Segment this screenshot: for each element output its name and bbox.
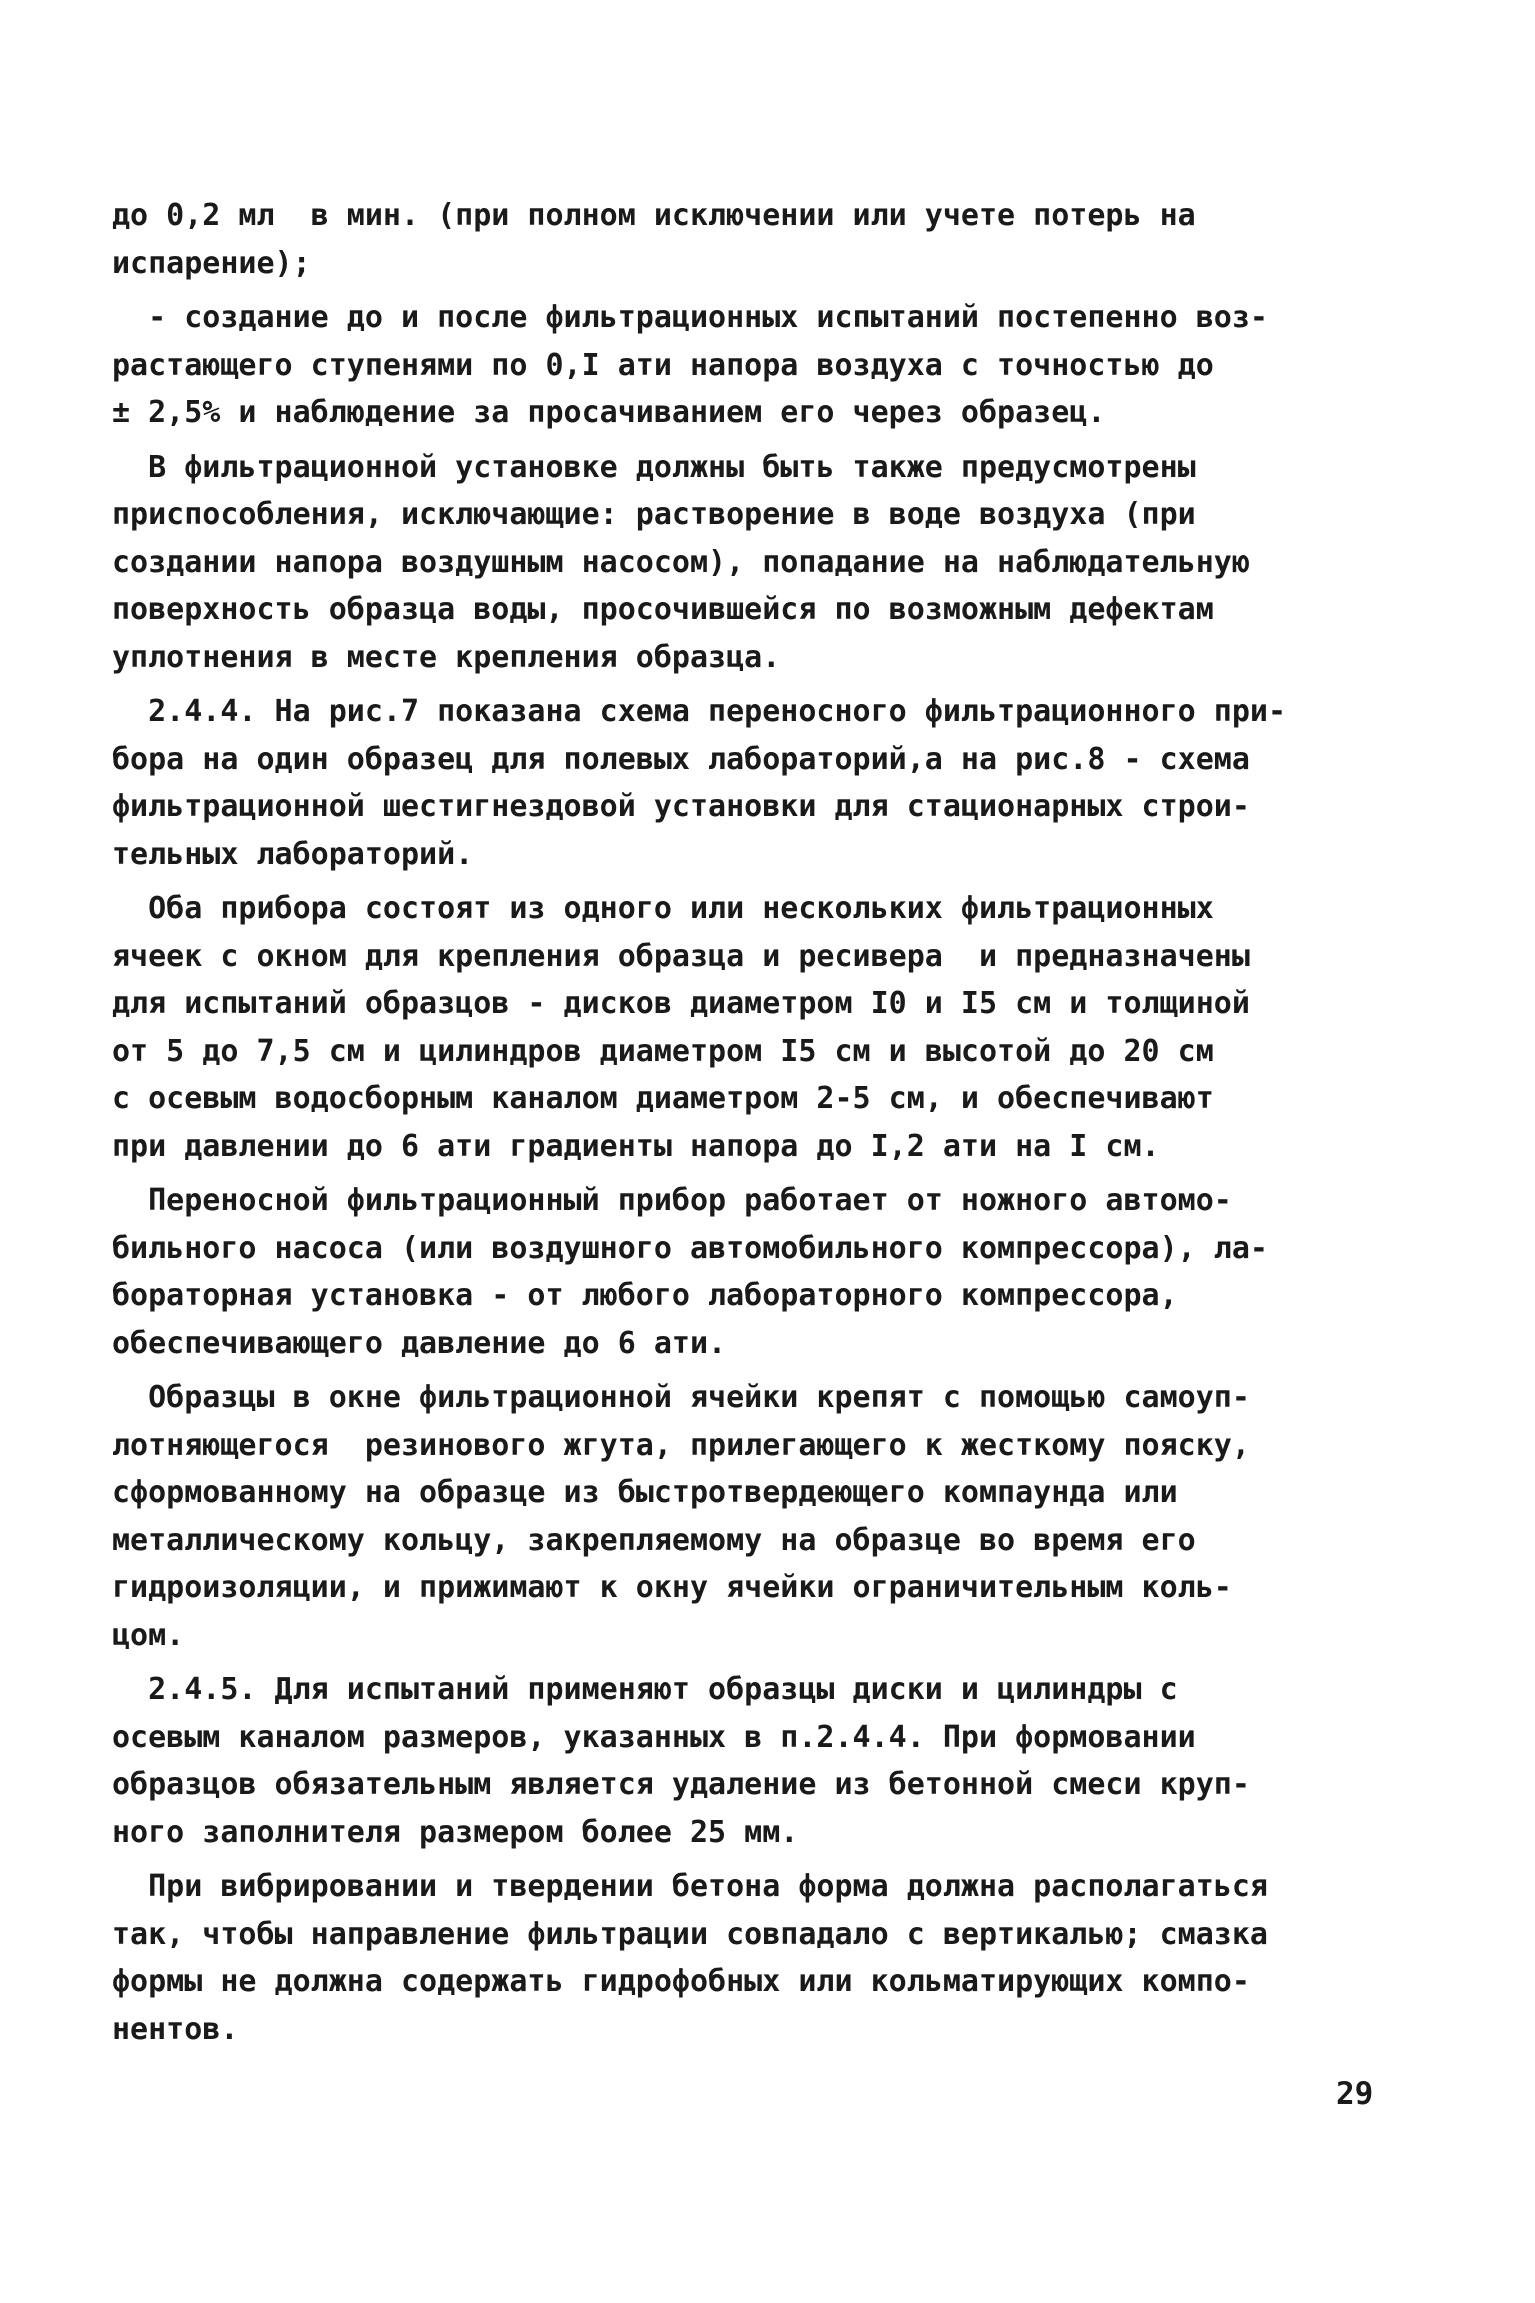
text-line: бораторная установка - от любого лабораторного компрессора,: [112, 1278, 1178, 1313]
paragraph-7: [112, 1374, 1402, 1659]
paragraph-5: [112, 885, 1402, 1170]
text-line: растающего ступенями по 0,I ати напора воздуха с точностью до: [112, 347, 1214, 383]
text-line: приспособления, исключающие: растворение в воде воздуха (при: [112, 497, 1196, 532]
text-line: осевым каналом размеров, указанных в п.2.4.4. При формовании: [112, 1719, 1196, 1755]
text-line: ячеек с окном для крепления образца и ресивера и предназначены: [112, 938, 1250, 974]
paragraph-9: [112, 1863, 1402, 2053]
text-line: образцов обязательным является удаление из бетонной смеси круп-: [112, 1767, 1250, 1802]
paragraph-section-2-4-4: [112, 688, 1402, 878]
text-line: испарение);: [112, 245, 311, 281]
text-line: цом.: [112, 1617, 185, 1653]
body-text: [112, 192, 1402, 2060]
text-line: ного заполнителя размером более 25 мм.: [112, 1814, 799, 1850]
text-line: с осевым водосборным каналом диаметром 2-5 см, и обеспечивают: [112, 1081, 1214, 1116]
text-line: гидроизоляции, и прижимают к окну ячейки ограничительным коль-: [112, 1570, 1232, 1605]
text-line: от 5 до 7,5 см и цилиндров диаметром I5 см и высотой до 20 см: [112, 1033, 1214, 1069]
text-line: формы не должна содержать гидрофобных или кольматирующих компо-: [112, 1964, 1250, 1999]
text-line: бора на один образец для полевых лабораторий,а на рис.8 - схема: [112, 741, 1250, 777]
text-line: фильтрационной шестигнездовой установки для стационарных строи-: [112, 789, 1250, 824]
paragraph-6: [112, 1177, 1402, 1367]
text-line: уплотнения в месте крепления образца.: [112, 639, 781, 675]
text-line: Образцы в окне фильтрационной ячейки крепят с помощью самоуп-: [112, 1380, 1250, 1415]
text-line: бильного насоса (или воздушного автомобильного компрессора), ла-: [112, 1230, 1268, 1266]
text-line: ± 2,5% и наблюдение за просачиванием его через образец.: [112, 395, 1106, 430]
text-line: - создание до и после фильтрационных испытаний постепенно воз-: [112, 300, 1268, 335]
text-line: сформованному на образце из быстротвердеющего компаунда или: [112, 1475, 1178, 1510]
paragraph-2: [112, 294, 1402, 437]
text-line: металлическому кольцу, закрепляемому на образце во время его: [112, 1522, 1196, 1558]
text-line: При вибрировании и твердении бетона форма должна располагаться: [112, 1869, 1268, 1904]
text-line: поверхность образца воды, просочившейся по возможным дефектам: [112, 592, 1214, 627]
text-line: при давлении до 6 ати градиенты напора до I,2 ати на I см.: [112, 1128, 1160, 1164]
text-line: 2.4.5. Для испытаний применяют образцы диски и цилиндры с: [112, 1672, 1178, 1707]
text-line: так, чтобы направление фильтрации совпадало с вертикалью; смазка: [112, 1916, 1268, 1952]
text-line: для испытаний образцов - дисков диаметром I0 и I5 см и толщиной: [112, 986, 1250, 1021]
text-line: В фильтрационной установке должны быть также предусмотрены: [112, 449, 1196, 485]
text-line: Оба прибора состоят из одного или нескольких фильтрационных: [112, 891, 1214, 926]
text-line: Переносной фильтрационный прибор работает от ножного автомо-: [112, 1183, 1232, 1218]
text-line: до 0,2 мл в мин. (при полном исключении или учете потерь на: [112, 198, 1196, 233]
text-line: лотняющегося резинового жгута, прилегающего к жесткому пояску,: [112, 1427, 1250, 1463]
text-line: нентов.: [112, 2011, 239, 2047]
paragraph-section-2-4-5: [112, 1666, 1402, 1856]
text-line: 2.4.4. На рис.7 показана схема переносного фильтрационного при-: [112, 694, 1286, 729]
text-line: обеспечивающего давление до 6 ати.: [112, 1325, 727, 1361]
page-number: 29: [1336, 2076, 1374, 2112]
text-line: создании напора воздушным насосом), попадание на наблюдательную: [112, 544, 1250, 580]
text-line: тельных лабораторий.: [112, 836, 474, 872]
paragraph-1: [112, 192, 1402, 287]
paragraph-3: [112, 444, 1402, 682]
